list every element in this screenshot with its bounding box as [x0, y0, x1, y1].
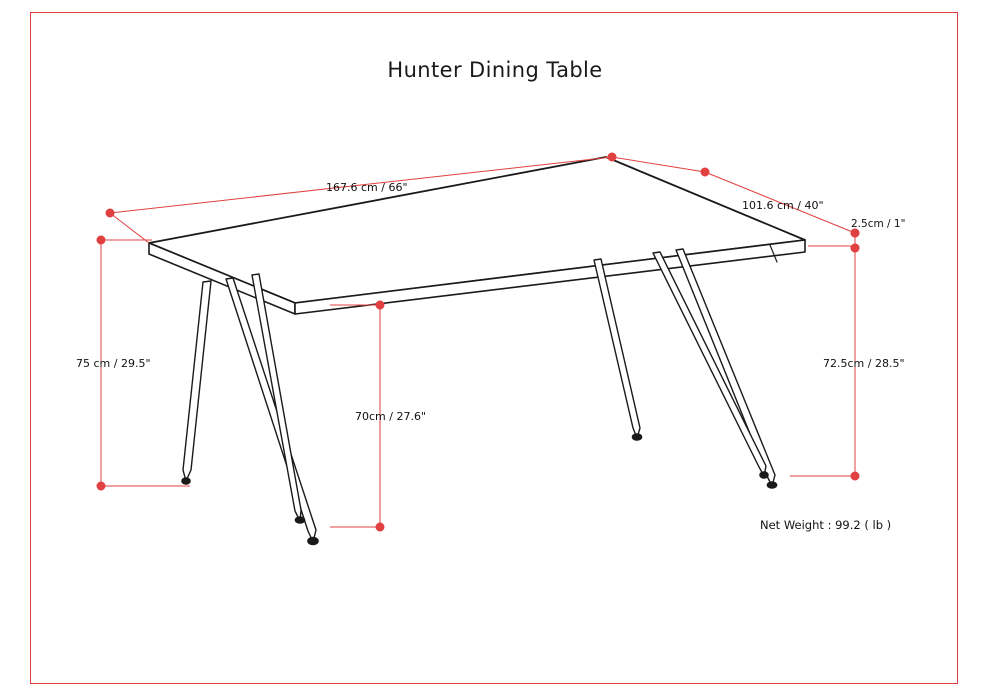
dim-label-width-top: 167.6 cm / 66" [326, 181, 408, 194]
dim-label-height-center: 70cm / 27.6" [355, 410, 427, 423]
dim-point-height-center-bottom [376, 523, 384, 531]
leg-back-right [594, 249, 777, 488]
dim-point-depth-a [701, 168, 709, 176]
dim-label-height-right: 72.5cm / 28.5" [823, 357, 905, 370]
dim-point-height-right-bottom [851, 472, 859, 480]
dim-point-height-left-top [97, 236, 105, 244]
leg-foot-right-b [768, 482, 777, 488]
dim-point-width-left [106, 209, 114, 217]
leg-front-left [182, 274, 318, 545]
leg-foot-left-c [296, 517, 305, 523]
leg-foot-right-a [633, 434, 642, 440]
leg-foot-left-b [308, 538, 318, 545]
dim-point-height-right-top [851, 244, 859, 252]
dim-label-depth-top: 101.6 cm / 40" [742, 199, 824, 212]
leg-foot-right-c [760, 472, 768, 478]
dim-point-height-center-top [376, 301, 384, 309]
table-illustration [149, 157, 805, 545]
dim-point-height-left-bottom [97, 482, 105, 490]
dim-ext-width-left [110, 213, 149, 243]
dim-point-thickness-top [851, 229, 859, 237]
dim-label-thickness: 2.5cm / 1" [851, 218, 906, 230]
dim-label-height-left: 75 cm / 29.5" [76, 357, 151, 370]
net-weight-label: Net Weight : 99.2 ( lb ) [760, 518, 892, 532]
leg-foot-left-a [182, 478, 190, 484]
page-title: Hunter Dining Table [387, 58, 603, 82]
